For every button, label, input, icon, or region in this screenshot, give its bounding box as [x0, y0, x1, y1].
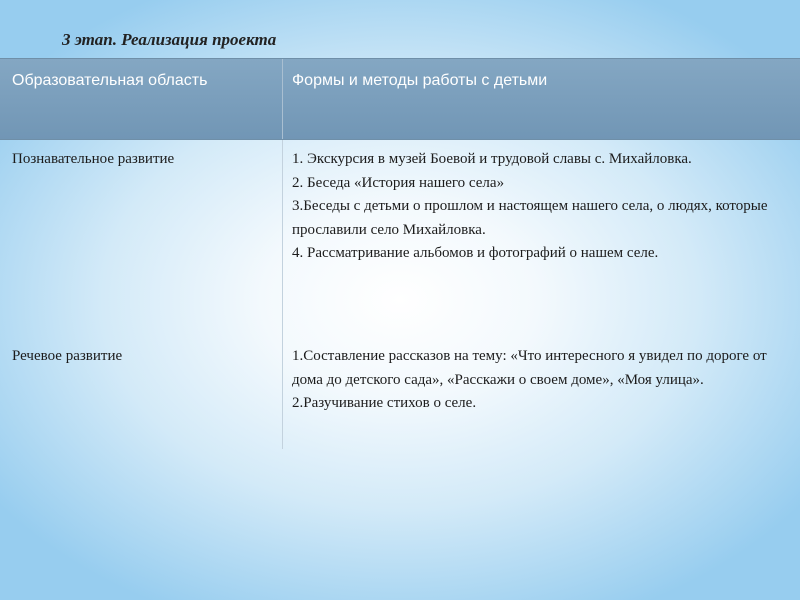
- area-cell: Познавательное развитие: [0, 140, 283, 339]
- method-item: 3.Беседы с детьми о прошлом и настоящем нашего села, о людях, которые прославили село Михайловка.: [292, 198, 768, 238]
- table-row: [0, 140, 800, 339]
- table-header: [0, 58, 800, 140]
- methods-table: [0, 58, 800, 449]
- method-item: 1.Составление рассказов на тему: «Что интересного я увидел по дороге от дома до детского сада», «Расскажи о своем доме», «Моя улица».: [292, 348, 767, 388]
- header-forms-methods: Формы и методы работы с детьми: [292, 72, 548, 89]
- methods-cell: [283, 140, 800, 339]
- methods-cell: [283, 339, 800, 449]
- method-item: 4. Рассматривание альбомов и фотографий о нашем селе.: [292, 245, 659, 261]
- method-item: 2. Беседа «История нашего села»: [292, 174, 505, 191]
- table-row: [0, 339, 800, 449]
- header-educational-area: Образовательная область: [0, 59, 283, 139]
- page-title: 3 этап. Реализация проекта: [62, 30, 277, 49]
- area-cell: Речевое развитие: [0, 339, 283, 449]
- method-item: 2.Разучивание стихов о селе.: [292, 395, 477, 411]
- method-item: 1. Экскурсия в музей Боевой и трудовой славы с. Михайловка.: [292, 151, 692, 167]
